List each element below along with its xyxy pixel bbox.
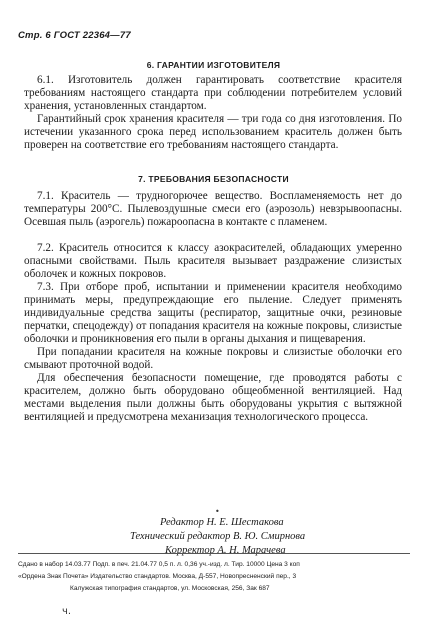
paragraph-7-3-b: Для обеспечения безопасности помещение, где проводятся работы с красителем, должно быть оборудовано общеобменной вентиляцией. Над местами выделения пыли должны быть оборудованы укрытия с вытяжной вентиляцией и предусмотрена механизация технологического процесса. xyxy=(24,372,402,423)
imprint-line-3: Калужская типография стандартов, ул. Московская, 256, Зак 687 xyxy=(70,585,270,592)
imprint-rule xyxy=(18,553,410,554)
imprint-block xyxy=(18,560,410,600)
paragraph-7-3-a: При попадании красителя на кожные покровы и слизистые оболочки его смывают проточной водой. xyxy=(24,346,402,371)
paragraph-6-1: 6.1. Изготовитель должен гарантировать соответствие красителя требованиям настоящего стандарта при соблюдении потребителем условий хранения, установленных стандартом. xyxy=(24,74,402,112)
page-header: Стр. 6 ГОСТ 22364—77 xyxy=(18,30,131,41)
paragraph-7-2: 7.2. Краситель относится к классу азокрасителей, обладающих умеренно опасными свойствами. Пыль красителя вызывает раздражение слизистых оболочек и кожных покровов. xyxy=(24,242,402,280)
credit-tech-editor: Технический редактор В. Ю. Смирнова xyxy=(130,531,306,542)
credit-corrector: Корректор А. Н. Марачева xyxy=(165,545,286,556)
paragraph-7-1: 7.1. Краситель — трудногорючее вещество. Воспламеняемость нет до температуры 200°С. Пылевоздушные смеси его (аэрозоль) невзрывоопасны. Осевшая пыль (аэрогель) пожароопасна в контакте с пламенем. xyxy=(24,190,402,228)
section-title-7: 7. ТРЕБОВАНИЯ БЕЗОПАСНОСТИ xyxy=(138,174,289,184)
imprint-line-1: Сдано в набор 14.03.77 Подп. в печ. 21.04.77 0,5 п. л. 0,36 уч.-изд. л. Тир. 10000 Цена 3 коп xyxy=(18,561,300,568)
bottom-mark: ч. xyxy=(62,606,72,617)
paragraph-7-3: 7.3. При отборе проб, испытании и применении красителя необходимо принимать меры, предупреждающие его пыление. Следует применять индивидуальные средства защиты (респиратор, защитные очки, резиновые перчатки, спецодежду) от попадания красителя на кожные покровы, слизистые оболочки и проникновения его пыли в органы дыхания и пищеварения. xyxy=(24,281,402,345)
imprint-line-2: «Ордена Знак Почета» Издательство стандартов. Москва, Д-557, Новопресненский пер., 3 xyxy=(18,573,297,580)
paragraph-6-2: Гарантийный срок хранения красителя — три года со дня изготовления. По истечении указанного срока перед использованием краситель должен быть проверен на соответствие его требованиям настоящего стандарта. xyxy=(24,113,402,151)
credit-editor: Редактор Н. Е. Шестакова xyxy=(160,517,284,528)
dot-mark: • xyxy=(215,507,220,516)
section-title-6: 6. ГАРАНТИИ ИЗГОТОВИТЕЛЯ xyxy=(146,60,281,70)
